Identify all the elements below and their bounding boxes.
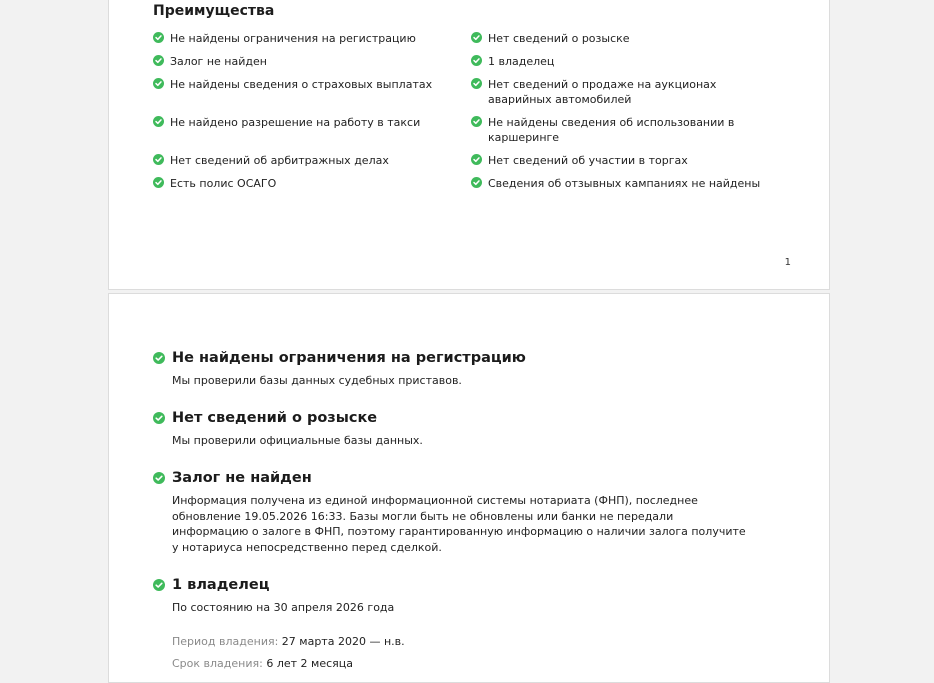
advantage-label: Не найдены ограничения на регистрацию — [170, 32, 416, 45]
check-circle-icon — [471, 177, 482, 188]
detail-title — [153, 409, 773, 427]
detail-title-text: Залог не найден — [172, 470, 312, 486]
advantage-label: Не найдены сведения о страховых выплатах — [170, 78, 433, 91]
advantage-item — [471, 176, 781, 191]
advantage-item — [153, 54, 463, 69]
detail-title — [153, 576, 773, 594]
detail-title-text: 1 владелец — [172, 577, 270, 593]
advantage-item — [153, 153, 463, 168]
ownership-duration — [153, 656, 773, 671]
advantage-item — [471, 77, 781, 107]
detail-text: Информация получена из единой информационной системы нотариата (ФНП), последнее обновление 19.05.2026 16:33. Базы могли быть не обновлены или банки не передали информацию о залоге в ФНП, поэтому гарантированную информацию о наличии залога получите у нотариуса непосредственно перед сделкой. — [172, 494, 746, 554]
advantage-label: Не найдены сведения об использовании в каршеринге — [488, 116, 735, 144]
advantage-item — [153, 176, 463, 191]
advantage-label: Есть полис ОСАГО — [170, 177, 277, 190]
advantage-item — [471, 31, 781, 46]
detail-text: Мы проверили базы данных судебных приставов. — [172, 374, 462, 387]
advantage-label: Залог не найден — [170, 55, 267, 68]
check-circle-icon — [153, 55, 164, 66]
advantage-item — [471, 54, 781, 69]
detail-title — [153, 469, 753, 487]
advantage-label: Нет сведений об арбитражных делах — [170, 154, 389, 167]
check-circle-icon — [471, 55, 482, 66]
report-page-1 — [108, 0, 830, 290]
detail-section — [153, 349, 773, 389]
advantages-title: Преимущества — [153, 3, 275, 19]
advantage-item — [153, 77, 463, 92]
advantage-label: Нет сведений об участии в торгах — [488, 154, 688, 167]
advantage-item — [153, 115, 463, 130]
detail-text: По состоянию на 30 апреля 2026 года — [172, 601, 395, 614]
check-circle-icon — [471, 32, 482, 43]
advantage-label: Нет сведений о розыске — [488, 32, 630, 45]
detail-title — [153, 349, 773, 367]
ownership-period-label: Период владения: — [172, 634, 279, 648]
advantages-right-column — [471, 31, 781, 199]
ownership-duration-label: Срок владения: — [172, 656, 263, 670]
report-page-2 — [108, 293, 830, 683]
detail-section — [153, 469, 753, 555]
check-circle-icon — [153, 154, 164, 165]
ownership-period-value: 27 марта 2020 — н.в. — [281, 634, 405, 648]
detail-text: Мы проверили официальные базы данных. — [172, 434, 423, 447]
check-circle-icon — [153, 32, 164, 43]
detail-section — [153, 409, 773, 449]
advantage-label: Нет сведений о продаже на аукционах аварийных автомобилей — [488, 78, 717, 106]
check-circle-icon — [471, 154, 482, 165]
page-number: 1 — [784, 257, 791, 268]
check-circle-icon — [471, 116, 482, 127]
advantages-left-column — [153, 31, 463, 199]
advantage-item — [471, 153, 781, 168]
check-circle-icon — [153, 78, 164, 89]
ownership-duration-value: 6 лет 2 месяца — [266, 656, 353, 670]
advantage-label: Не найдено разрешение на работу в такси — [170, 116, 421, 129]
check-circle-icon — [153, 412, 165, 424]
check-circle-icon — [153, 472, 165, 484]
ownership-period — [153, 634, 773, 649]
detail-title-text: Не найдены ограничения на регистрацию — [172, 350, 526, 366]
advantage-label: Сведения об отзывных кампаниях не найдены — [488, 177, 761, 190]
detail-section — [153, 576, 773, 671]
advantage-item — [471, 115, 781, 145]
check-circle-icon — [153, 177, 164, 188]
check-circle-icon — [153, 116, 164, 127]
detail-title-text: Нет сведений о розыске — [172, 410, 378, 426]
advantage-label: 1 владелец — [488, 55, 555, 68]
check-circle-icon — [153, 352, 165, 364]
check-circle-icon — [153, 579, 165, 591]
check-circle-icon — [471, 78, 482, 89]
advantage-item — [153, 31, 463, 46]
